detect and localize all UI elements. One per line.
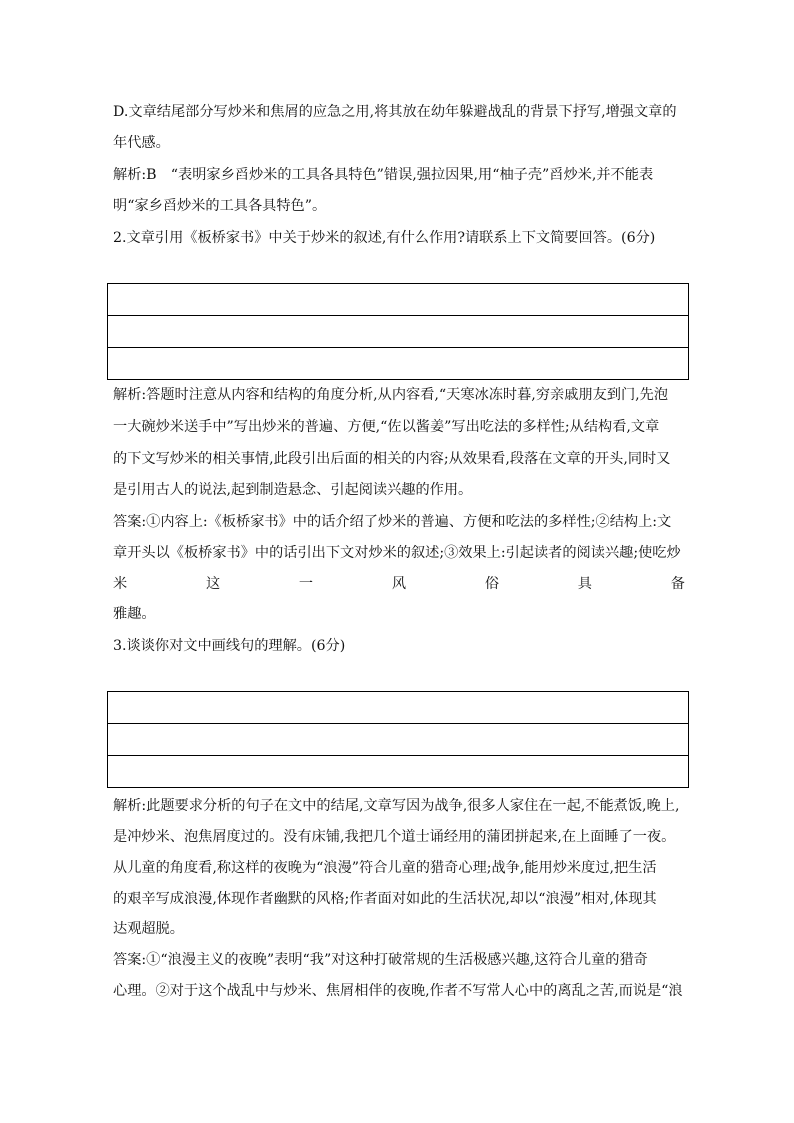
answer-line[interactable] xyxy=(108,348,688,379)
analysis-3-line-5: 达观超脱。 xyxy=(113,921,184,937)
answer-2-char: 这 xyxy=(205,576,221,592)
answer-box-2[interactable] xyxy=(107,283,689,380)
option-d-line-1: D.文章结尾部分写炒米和焦屑的应急之用,将其放在幼年躲避战乱的背景下抒写,增强文章的 xyxy=(113,104,677,120)
analysis-3-line-4: 的艰辛写成浪漫,体现作者幽默的风格;作者面对如此的生活状况,却以“浪漫”相对,体现其 xyxy=(113,891,657,907)
question-2: 2.文章引用《板桥家书》中关于炒米的叙述,有什么作用?请联系上下文简要回答。(6分) xyxy=(113,230,656,246)
analysis-3-line-2: 是冲炒米、泡焦屑度过的。没有床铺,我把几个道士诵经用的蒲团拼起来,在上面睡了一夜。 xyxy=(113,829,676,845)
analysis-2-line-4: 是引用古人的说法,起到制造悬念、引起阅读兴趣的作用。 xyxy=(113,482,473,498)
analysis-1-line-1: 解析:B “表明家乡舀炒米的工具各具特色”错误,强拉因果,用“柚子壳”舀炒米,并不能表 xyxy=(113,167,654,183)
analysis-2-line-3: 的下文写炒米的相关事情,此段引出后面的相关的内容;从效果看,段落在文章的开头,同时又 xyxy=(113,451,671,467)
answer-box-3[interactable] xyxy=(107,691,689,788)
analysis-2-line-2: 一大碗炒米送手中”写出炒米的普遍、方便,“佐以酱姜”写出吃法的多样性;从结构看,文章 xyxy=(113,419,660,435)
answer-2-char: 风 xyxy=(391,576,407,592)
answer-line[interactable] xyxy=(108,284,688,316)
answer-2-char: 具 xyxy=(577,576,592,592)
answer-2-char: 米 xyxy=(113,576,128,592)
answer-2-char: 一 xyxy=(298,576,314,592)
analysis-3-line-1: 解析:此题要求分析的句子在文中的结尾,文章写因为战争,很多人家住在一起,不能煮饭,晚上, xyxy=(113,798,680,814)
answer-2-line-2: 章开头以《板桥家书》中的话引出下文对炒米的叙述;③效果上:引起读者的阅读兴趣;使吃炒 xyxy=(113,545,681,561)
answer-2-line-3 xyxy=(113,574,685,594)
option-d-line-2: 年代感。 xyxy=(113,135,170,151)
answer-line[interactable] xyxy=(108,692,688,724)
answer-2-line-1: 答案:①内容上:《板桥家书》中的话介绍了炒米的普遍、方便和吃法的多样性;②结构上:文 xyxy=(113,514,672,530)
answer-3-line-2: 心理。②对于这个战乱中与炒米、焦屑相伴的夜晚,作者不写常人心中的离乱之苦,而说是“浪 xyxy=(113,983,683,999)
answer-2-line-4: 雅趣。 xyxy=(113,606,156,622)
answer-2-char: 备 xyxy=(670,576,685,592)
answer-line[interactable] xyxy=(108,724,688,756)
answer-3-line-1: 答案:①“浪漫主义的夜晚”表明“我”对这种打破常规的生活极感兴趣,这符合儿童的猎奇 xyxy=(113,952,648,968)
answer-line[interactable] xyxy=(108,756,688,787)
analysis-2-line-1: 解析:答题时注意从内容和结构的角度分析,从内容看,“天寒冰冻时暮,穷亲戚朋友到门,先泡 xyxy=(113,387,669,403)
analysis-3-line-3: 从儿童的角度看,称这样的夜晚为“浪漫”符合儿童的猎奇心理;战争,能用炒米度过,把生活 xyxy=(113,860,657,876)
question-3: 3.谈谈你对文中画线句的理解。(6分) xyxy=(113,638,346,654)
analysis-1-line-2: 明“家乡舀炒米的工具各具特色”。 xyxy=(113,198,327,214)
answer-line[interactable] xyxy=(108,316,688,348)
answer-2-char: 俗 xyxy=(484,576,500,592)
